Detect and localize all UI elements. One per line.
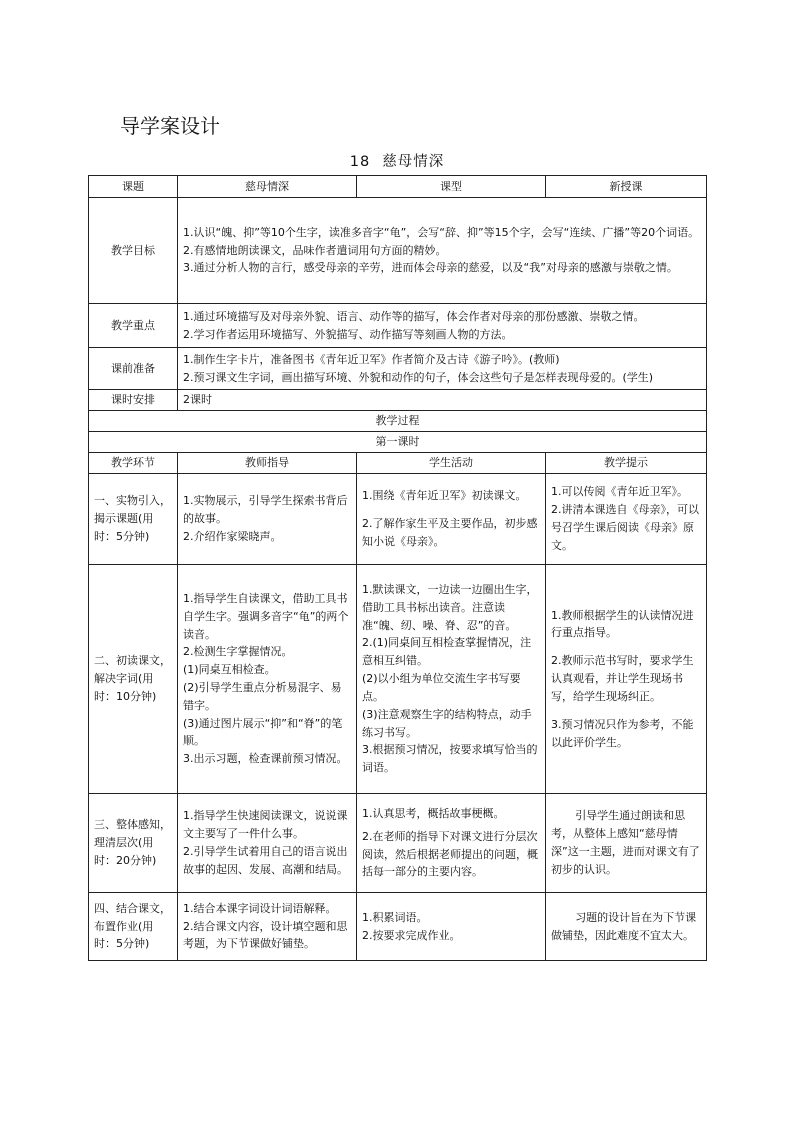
teacher-item: (3)通过图片展示“抑”和“脊”的笔顺。 xyxy=(183,716,343,748)
student-cell xyxy=(357,893,546,961)
header-tips: 教学提示 xyxy=(546,453,707,474)
student-item: (3)注意观察生字的结构特点，动手练习书写。 xyxy=(362,707,532,739)
tips-cell xyxy=(546,794,707,893)
header-student: 学生活动 xyxy=(357,453,546,474)
student-item: 1.积累词语。 xyxy=(362,910,428,924)
session-title: 第一课时 xyxy=(89,432,707,453)
prep-label: 课前准备 xyxy=(89,348,178,390)
stage-cell: 三、整体感知，理清层次(用时：20分钟) xyxy=(89,794,178,893)
focus-cell xyxy=(178,304,707,348)
topic-row xyxy=(89,176,707,198)
teacher-item: (1)同桌互相检查。 xyxy=(183,663,276,677)
tips-cell xyxy=(546,893,707,961)
teacher-item: 1.指导学生快速阅读课文，说说课文主要写了一件什么事。 xyxy=(183,809,348,841)
process-title-row xyxy=(89,411,707,432)
student-item: 1.默读课文，一边读一边圈出生字，借助工具书标出读音。注意读准“魄、纫、噪、脊、忍”的音。 xyxy=(362,583,538,632)
stage-cell: 一、实物引入，揭示课题(用时：5分钟) xyxy=(89,474,178,565)
student-item: 3.根据预习情况，按要求填写恰当的词语。 xyxy=(362,743,538,775)
tips-cell xyxy=(546,565,707,794)
teacher-cell xyxy=(178,474,357,565)
student-cell xyxy=(357,794,546,893)
focus-label: 教学重点 xyxy=(89,304,178,348)
table-row xyxy=(89,565,707,794)
prep-item: 1.制作生字卡片，准备图书《青年近卫军》作者简介及古诗《游子吟》。(教师) xyxy=(183,352,560,366)
table-row xyxy=(89,794,707,893)
teacher-item: 1.结合本课字词设计词语解释。 xyxy=(183,901,337,915)
lesson-name: 慈母情深 xyxy=(382,154,445,170)
tips-item: 2.讲清本课选自《母亲》，可以号召学生课后阅读《母亲》原文。 xyxy=(551,503,699,552)
tips-cell xyxy=(546,474,707,565)
tips-item: 1.教师根据学生的认读情况进行重点指导。 xyxy=(551,608,694,640)
type-value: 新授课 xyxy=(546,176,707,198)
header-stage: 教学环节 xyxy=(89,453,178,474)
process-header-row xyxy=(89,453,707,474)
focus-item: 2.学习作者运用环境描写、外貌描写、动作描写等刻画人物的方法。 xyxy=(183,327,513,341)
student-cell xyxy=(357,474,546,565)
teacher-cell xyxy=(178,565,357,794)
table-row xyxy=(89,893,707,961)
student-item: 1.围绕《青年近卫军》初读课文。 xyxy=(362,489,527,503)
stage-cell: 二、初读课文，解决字词(用时：10分钟) xyxy=(89,565,178,794)
student-item: 2.在老师的指导下对课文进行分层次阅读，然后根据老师提出的问题，概括每一部分的主要内容。 xyxy=(362,829,538,879)
lesson-plan-table xyxy=(88,175,707,961)
goals-cell xyxy=(178,198,707,304)
document-title: 导学案设计 xyxy=(120,114,220,138)
teacher-item: 2.引导学生试着用自己的语言说出故事的起因、发展、高潮和结局。 xyxy=(183,845,348,876)
prep-cell xyxy=(178,348,707,390)
student-item: 1.认真思考，概括故事梗概。 xyxy=(362,806,505,820)
tips-item: 习题的设计旨在为下节课做铺垫，因此难度不宜太大。 xyxy=(551,910,697,942)
teacher-item: 2.介绍作家梁晓声。 xyxy=(183,529,282,543)
process-title: 教学过程 xyxy=(89,411,707,432)
student-item: (2)以小组为单位交流生字书写要点。 xyxy=(362,672,521,703)
topic-label: 课题 xyxy=(89,176,178,198)
goals-label: 教学目标 xyxy=(89,198,178,304)
hours-value: 2课时 xyxy=(178,390,707,411)
topic-value: 慈母情深 xyxy=(178,176,357,198)
teacher-cell xyxy=(178,893,357,961)
prep-row xyxy=(89,348,707,390)
tips-item: 引导学生通过朗读和思考，从整体上感知“慈母情深”这一主题，进而对课文有了初步的认识。 xyxy=(551,809,700,876)
hours-label: 课时安排 xyxy=(89,390,178,411)
teacher-item: 1.指导学生自读课文，借助工具书自学生字。强调多音字“龟”的两个读音。 xyxy=(183,591,349,641)
session-row xyxy=(89,432,707,453)
stage-cell: 四、结合课文，布置作业(用时：5分钟) xyxy=(89,893,178,961)
teacher-item: (2)引导学生重点分析易混字、易错字。 xyxy=(183,681,342,712)
teacher-item: 2.结合课文内容，设计填空题和思考题，为下节课做好铺垫。 xyxy=(183,919,348,951)
student-item: 2.了解作家生平及主要作品，初步感知小说《母亲》。 xyxy=(362,517,538,548)
goal-item: 3.通过分析人物的言行，感受母亲的辛劳，进而体会母亲的慈爱，以及“我”对母亲的感激与崇敬之情。 xyxy=(183,261,678,275)
student-item: 2.(1)同桌间互相检查掌握情况，注意相互纠错。 xyxy=(362,636,532,668)
hours-row xyxy=(89,390,707,411)
header-teacher: 教师指导 xyxy=(178,453,357,474)
student-cell xyxy=(357,565,546,794)
teacher-cell xyxy=(178,794,357,893)
tips-item: 2.教师示范书写时，要求学生认真观看，并让学生现场书写，给学生现场纠正。 xyxy=(551,654,694,703)
prep-item: 2.预习课文生字词，画出描写环境、外貌和动作的句子，体会这些句子是怎样表现母爱的。(学生) xyxy=(183,370,654,384)
type-label: 课型 xyxy=(357,176,546,198)
goal-item: 1.认识“魄、抑”等10个生字，读准多音字“龟”，会写“辞、抑”等15个字，会写“连续、广播”等20个词语。 xyxy=(183,225,700,239)
focus-item: 1.通过环境描写及对母亲外貌、语言、动作等的描写，体会作者对母亲的那份感激、崇敬之情。 xyxy=(183,309,645,323)
teacher-item: 2.检测生字掌握情况。 xyxy=(183,645,293,659)
student-item: 2.按要求完成作业。 xyxy=(362,928,461,942)
table-row xyxy=(89,474,707,565)
teacher-item: 3.出示习题，检查课前预习情况。 xyxy=(183,752,348,766)
goals-row xyxy=(89,198,707,304)
lesson-title xyxy=(0,150,794,171)
tips-item: 1.可以传阅《青年近卫军》。 xyxy=(551,485,688,499)
tips-item: 3.预习情况只作为参考，不能以此评价学生。 xyxy=(551,717,694,749)
goal-item: 2.有感情地朗读课文，品味作者遣词用句方面的精妙。 xyxy=(183,243,447,257)
lesson-number: 18 xyxy=(349,154,371,170)
focus-row xyxy=(89,304,707,348)
teacher-item: 1.实物展示，引导学生探索书背后的故事。 xyxy=(183,494,348,526)
